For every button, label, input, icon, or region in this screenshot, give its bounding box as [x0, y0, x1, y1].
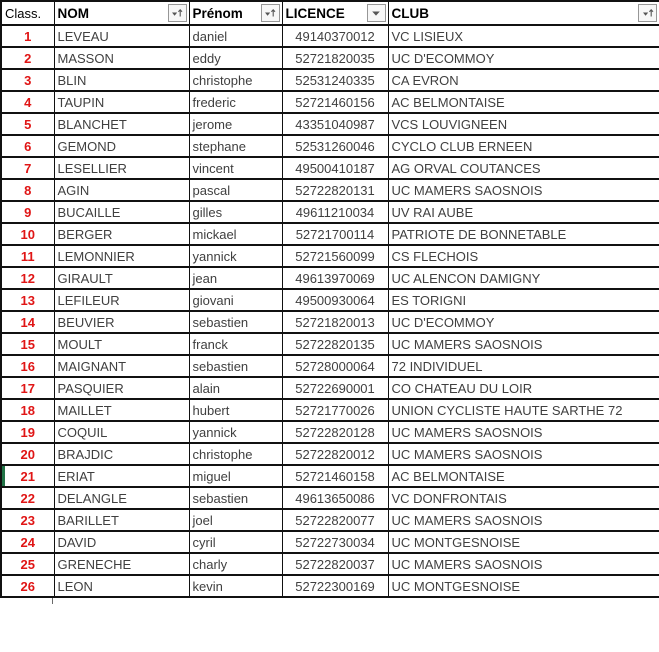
- licence-cell[interactable]: 49500930064: [282, 289, 388, 311]
- column-header-licence-label: LICENCE: [285, 5, 345, 21]
- licence-cell[interactable]: 52721700114: [282, 223, 388, 245]
- licence-cell[interactable]: 49613650086: [282, 487, 388, 509]
- prenom-cell[interactable]: hubert: [189, 399, 282, 421]
- prenom-cell[interactable]: christophe: [189, 69, 282, 91]
- licence-cell[interactable]: 52722730034: [282, 531, 388, 553]
- licence-cell[interactable]: 52722820131: [282, 179, 388, 201]
- club-cell[interactable]: VC LISIEUX: [388, 25, 659, 47]
- licence-cell[interactable]: 52721820035: [282, 47, 388, 69]
- nom-cell[interactable]: MOULT: [54, 333, 189, 355]
- rank-cell[interactable]: 24: [1, 531, 54, 553]
- nom-cell[interactable]: LEFILEUR: [54, 289, 189, 311]
- prenom-cell[interactable]: stephane: [189, 135, 282, 157]
- prenom-cell[interactable]: sebastien: [189, 311, 282, 333]
- rank-cell[interactable]: 12: [1, 267, 54, 289]
- prenom-cell[interactable]: kevin: [189, 575, 282, 597]
- prenom-cell[interactable]: cyril: [189, 531, 282, 553]
- table-row: [1, 289, 659, 311]
- rank-cell[interactable]: 20: [1, 443, 54, 465]
- rank-cell[interactable]: 2: [1, 47, 54, 69]
- nom-cell[interactable]: MASSON: [54, 47, 189, 69]
- rank-cell[interactable]: 6: [1, 135, 54, 157]
- column-header-prenom-label: Prénom: [192, 5, 243, 21]
- rank-cell[interactable]: 22: [1, 487, 54, 509]
- prenom-cell[interactable]: jerome: [189, 113, 282, 135]
- licence-cell[interactable]: 52721460156: [282, 91, 388, 113]
- rank-cell[interactable]: 8: [1, 179, 54, 201]
- prenom-cell[interactable]: mickael: [189, 223, 282, 245]
- table-row: [1, 553, 659, 575]
- column-header-class-label: Class.: [5, 5, 42, 21]
- nom-cell[interactable]: BRAJDIC: [54, 443, 189, 465]
- licence-cell[interactable]: 52721460158: [282, 465, 388, 487]
- club-cell[interactable]: UV RAI AUBE: [388, 201, 659, 223]
- prenom-cell[interactable]: joel: [189, 509, 282, 531]
- club-cell[interactable]: AG ORVAL COUTANCES: [388, 157, 659, 179]
- nom-cell[interactable]: LEON: [54, 575, 189, 597]
- licence-cell[interactable]: 52722820037: [282, 553, 388, 575]
- column-header-licence[interactable]: [282, 1, 388, 25]
- table-row: [1, 47, 659, 69]
- table-row: [1, 355, 659, 377]
- rank-cell[interactable]: 3: [1, 69, 54, 91]
- prenom-cell[interactable]: miguel: [189, 465, 282, 487]
- club-cell[interactable]: VC DONFRONTAIS: [388, 487, 659, 509]
- filter-sort-asc-icon[interactable]: [168, 4, 187, 22]
- club-cell[interactable]: UC MAMERS SAOSNOIS: [388, 509, 659, 531]
- rank-cell[interactable]: 26: [1, 575, 54, 597]
- club-cell[interactable]: CO CHATEAU DU LOIR: [388, 377, 659, 399]
- licence-cell[interactable]: 52722820077: [282, 509, 388, 531]
- prenom-cell[interactable]: pascal: [189, 179, 282, 201]
- prenom-cell[interactable]: jean: [189, 267, 282, 289]
- nom-cell[interactable]: COQUIL: [54, 421, 189, 443]
- club-cell[interactable]: UC D'ECOMMOY: [388, 311, 659, 333]
- table-row: [1, 509, 659, 531]
- column-header-nom[interactable]: [54, 1, 189, 25]
- nom-cell[interactable]: BLANCHET: [54, 113, 189, 135]
- header-row: [1, 1, 659, 25]
- licence-cell[interactable]: 52722300169: [282, 575, 388, 597]
- table-row: [1, 333, 659, 355]
- licence-cell[interactable]: 52531260046: [282, 135, 388, 157]
- club-cell[interactable]: PATRIOTE DE BONNETABLE: [388, 223, 659, 245]
- rank-cell[interactable]: 23: [1, 509, 54, 531]
- nom-cell[interactable]: LEMONNIER: [54, 245, 189, 267]
- table-row: [1, 157, 659, 179]
- nom-cell[interactable]: BARILLET: [54, 509, 189, 531]
- rank-cell[interactable]: 1: [1, 25, 54, 47]
- table-row: [1, 69, 659, 91]
- column-header-club[interactable]: [388, 1, 659, 25]
- club-cell[interactable]: AC BELMONTAISE: [388, 465, 659, 487]
- table-row: [1, 179, 659, 201]
- prenom-cell[interactable]: sebastien: [189, 487, 282, 509]
- prenom-cell[interactable]: sebastien: [189, 355, 282, 377]
- licence-cell[interactable]: 52531240335: [282, 69, 388, 91]
- licence-cell[interactable]: 52722820135: [282, 333, 388, 355]
- table-row: [1, 399, 659, 421]
- nom-cell[interactable]: MAILLET: [54, 399, 189, 421]
- table-row: [1, 223, 659, 245]
- table-row: [1, 91, 659, 113]
- nom-cell[interactable]: BUCAILLE: [54, 201, 189, 223]
- filter-sort-asc-icon[interactable]: [261, 4, 280, 22]
- table-body: [1, 25, 659, 597]
- rank-cell[interactable]: 21: [1, 465, 54, 487]
- rank-cell[interactable]: 16: [1, 355, 54, 377]
- rank-cell[interactable]: 10: [1, 223, 54, 245]
- prenom-cell[interactable]: yannick: [189, 245, 282, 267]
- prenom-cell[interactable]: yannick: [189, 421, 282, 443]
- nom-cell[interactable]: BLIN: [54, 69, 189, 91]
- partial-next-row: [0, 598, 659, 604]
- prenom-cell[interactable]: daniel: [189, 25, 282, 47]
- club-cell[interactable]: CA EVRON: [388, 69, 659, 91]
- rank-cell[interactable]: 14: [1, 311, 54, 333]
- nom-cell[interactable]: AGIN: [54, 179, 189, 201]
- prenom-cell[interactable]: christophe: [189, 443, 282, 465]
- club-cell[interactable]: CS FLECHOIS: [388, 245, 659, 267]
- club-cell[interactable]: UC D'ECOMMOY: [388, 47, 659, 69]
- column-gridline: [52, 598, 53, 604]
- table-row: [1, 443, 659, 465]
- club-cell[interactable]: UC MONTGESNOISE: [388, 575, 659, 597]
- club-cell[interactable]: AC BELMONTAISE: [388, 91, 659, 113]
- column-header-prenom[interactable]: [189, 1, 282, 25]
- club-cell[interactable]: CYCLO CLUB ERNEEN: [388, 135, 659, 157]
- rank-cell[interactable]: 13: [1, 289, 54, 311]
- licence-cell[interactable]: 52722820012: [282, 443, 388, 465]
- table-row: [1, 245, 659, 267]
- filter-dropdown-icon[interactable]: [367, 4, 386, 22]
- table-row: [1, 377, 659, 399]
- table-row: [1, 113, 659, 135]
- table-row: [1, 531, 659, 553]
- rank-cell[interactable]: 19: [1, 421, 54, 443]
- club-cell[interactable]: 72 INDIVIDUEL: [388, 355, 659, 377]
- table-row: [1, 575, 659, 597]
- prenom-cell[interactable]: eddy: [189, 47, 282, 69]
- nom-cell[interactable]: GEMOND: [54, 135, 189, 157]
- table-row: [1, 267, 659, 289]
- filter-sort-asc-icon[interactable]: [638, 4, 657, 22]
- nom-cell[interactable]: TAUPIN: [54, 91, 189, 113]
- licence-cell[interactable]: 52721770026: [282, 399, 388, 421]
- licence-cell[interactable]: 52722820128: [282, 421, 388, 443]
- table-row: [1, 487, 659, 509]
- licence-cell[interactable]: 52722690001: [282, 377, 388, 399]
- licence-cell[interactable]: 52721820013: [282, 311, 388, 333]
- column-header-club-label: CLUB: [391, 5, 429, 21]
- licence-cell[interactable]: 43351040987: [282, 113, 388, 135]
- licence-cell[interactable]: 49140370012: [282, 25, 388, 47]
- nom-cell[interactable]: DELANGLE: [54, 487, 189, 509]
- rank-cell[interactable]: 15: [1, 333, 54, 355]
- table-row: [1, 201, 659, 223]
- licence-cell[interactable]: 52721560099: [282, 245, 388, 267]
- nom-cell[interactable]: PASQUIER: [54, 377, 189, 399]
- table-row: [1, 135, 659, 157]
- rank-cell[interactable]: 9: [1, 201, 54, 223]
- rank-cell[interactable]: 7: [1, 157, 54, 179]
- column-header-nom-label: NOM: [57, 5, 89, 21]
- table-row: [1, 421, 659, 443]
- table-row: [1, 311, 659, 333]
- nom-cell[interactable]: MAIGNANT: [54, 355, 189, 377]
- nom-cell[interactable]: LEVEAU: [54, 25, 189, 47]
- rank-cell[interactable]: 11: [1, 245, 54, 267]
- nom-cell[interactable]: BERGER: [54, 223, 189, 245]
- licence-cell[interactable]: 49611210034: [282, 201, 388, 223]
- prenom-cell[interactable]: vincent: [189, 157, 282, 179]
- club-cell[interactable]: UC MAMERS SAOSNOIS: [388, 421, 659, 443]
- prenom-cell[interactable]: alain: [189, 377, 282, 399]
- licence-cell[interactable]: 49500410187: [282, 157, 388, 179]
- nom-cell[interactable]: BEUVIER: [54, 311, 189, 333]
- licence-cell[interactable]: 49613970069: [282, 267, 388, 289]
- prenom-cell[interactable]: charly: [189, 553, 282, 575]
- club-cell[interactable]: VCS LOUVIGNEEN: [388, 113, 659, 135]
- nom-cell[interactable]: GIRAULT: [54, 267, 189, 289]
- club-cell[interactable]: UC MAMERS SAOSNOIS: [388, 179, 659, 201]
- club-cell[interactable]: ES TORIGNI: [388, 289, 659, 311]
- rank-cell[interactable]: 18: [1, 399, 54, 421]
- club-cell[interactable]: UC MONTGESNOISE: [388, 531, 659, 553]
- club-cell[interactable]: UC MAMERS SAOSNOIS: [388, 553, 659, 575]
- club-cell[interactable]: UC MAMERS SAOSNOIS: [388, 443, 659, 465]
- rank-cell[interactable]: 4: [1, 91, 54, 113]
- nom-cell[interactable]: DAVID: [54, 531, 189, 553]
- rank-cell[interactable]: 5: [1, 113, 54, 135]
- club-cell[interactable]: UC ALENCON DAMIGNY: [388, 267, 659, 289]
- prenom-cell[interactable]: frederic: [189, 91, 282, 113]
- club-cell[interactable]: UC MAMERS SAOSNOIS: [388, 333, 659, 355]
- table-row: [1, 465, 659, 487]
- nom-cell[interactable]: ERIAT: [54, 465, 189, 487]
- rank-cell[interactable]: 17: [1, 377, 54, 399]
- column-header-class[interactable]: [1, 1, 54, 25]
- prenom-cell[interactable]: giovani: [189, 289, 282, 311]
- prenom-cell[interactable]: franck: [189, 333, 282, 355]
- nom-cell[interactable]: LESELLIER: [54, 157, 189, 179]
- licence-cell[interactable]: 52728000064: [282, 355, 388, 377]
- club-cell[interactable]: UNION CYCLISTE HAUTE SARTHE 72: [388, 399, 659, 421]
- prenom-cell[interactable]: gilles: [189, 201, 282, 223]
- table-row: [1, 25, 659, 47]
- nom-cell[interactable]: GRENECHE: [54, 553, 189, 575]
- rank-cell[interactable]: 25: [1, 553, 54, 575]
